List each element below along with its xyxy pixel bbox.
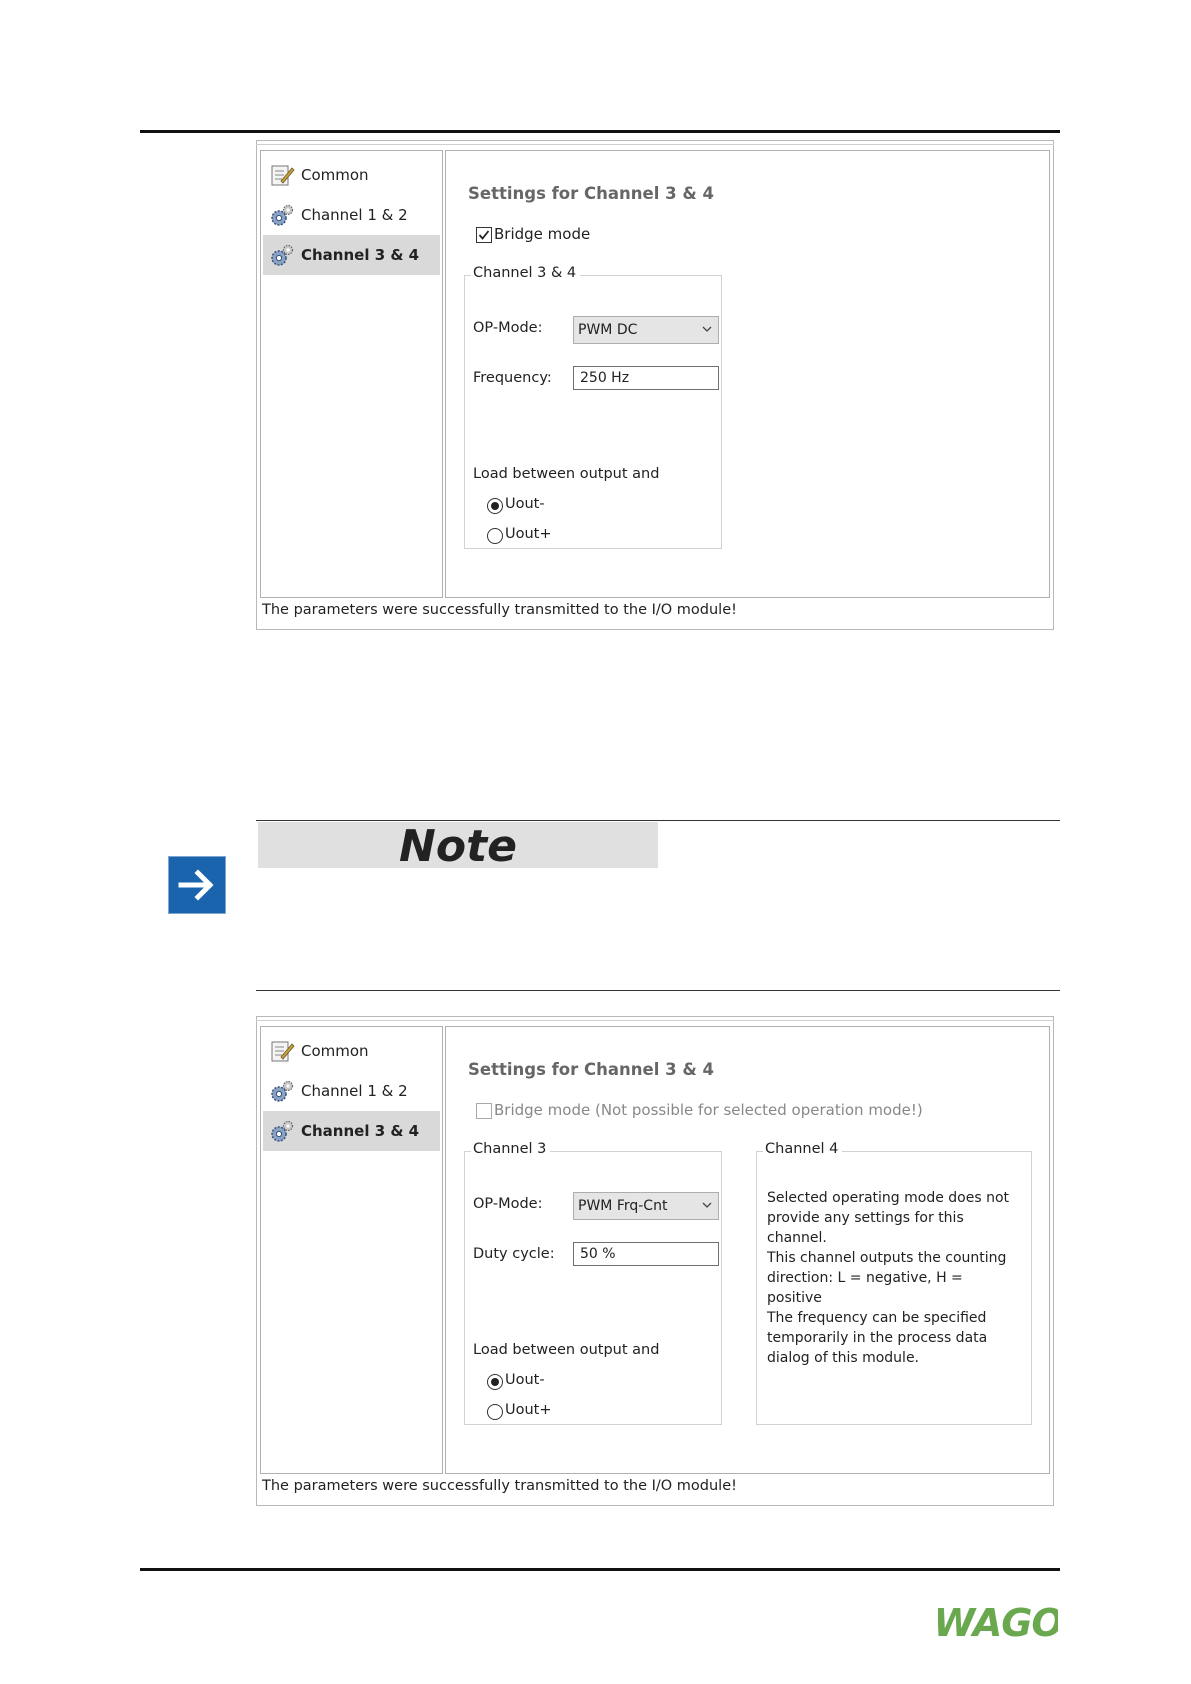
channel-4-info-1: Selected operating mode does not provide any settings for this channel. (767, 1190, 1010, 1246)
duty-cycle-value: 50 % (580, 1246, 616, 1262)
settings-panel (445, 150, 1050, 598)
dialog-top-line (256, 144, 1054, 145)
wago-logo (938, 1598, 1058, 1644)
channel-nav (260, 1026, 443, 1474)
status-message: The parameters were successfully transmitted to the I/O module! (262, 602, 737, 618)
uout-minus-label: Uout- (505, 496, 545, 512)
chevron-down-icon (702, 324, 712, 334)
nav-item-channel-1-2[interactable] (263, 195, 440, 235)
nav-item-label: Common (301, 166, 369, 184)
document-edit-icon (269, 1039, 295, 1063)
header-rule (140, 130, 1060, 133)
uout-minus-label: Uout- (505, 1372, 545, 1388)
bridge-mode-label: Bridge mode (494, 225, 591, 243)
nav-item-label: Common (301, 1042, 369, 1060)
group-legend: Channel 4 (763, 1141, 842, 1157)
document-edit-icon (269, 163, 295, 187)
note-top-rule (256, 820, 1060, 821)
bridge-mode-checkbox[interactable] (476, 227, 492, 243)
config-dialog-top (256, 140, 1054, 630)
channel-3-4-group (464, 265, 722, 549)
channel-3-group (464, 1141, 722, 1425)
bridge-mode-label: Bridge mode (Not possible for selected operation mode!) (494, 1101, 923, 1119)
nav-item-common[interactable] (263, 1031, 440, 1071)
frequency-label: Frequency: (473, 370, 552, 386)
settings-panel (445, 1026, 1050, 1474)
duty-cycle-input[interactable] (573, 1242, 719, 1266)
gears-icon (269, 243, 295, 267)
uout-plus-label: Uout+ (505, 1402, 552, 1418)
arrow-right-icon (168, 856, 226, 914)
bridge-mode-checkbox[interactable] (476, 1103, 492, 1119)
gears-icon (269, 1079, 295, 1103)
nav-item-label: Channel 1 & 2 (301, 206, 408, 224)
op-mode-label: OP-Mode: (473, 320, 543, 336)
chevron-down-icon (702, 1200, 712, 1210)
group-legend: Channel 3 & 4 (471, 265, 580, 281)
nav-item-label: Channel 3 & 4 (301, 246, 420, 264)
op-mode-value: PWM DC (578, 322, 638, 338)
nav-item-channel-3-4[interactable] (263, 1111, 440, 1151)
gears-icon (269, 1119, 295, 1143)
radio-dot (491, 1378, 499, 1386)
checkmark-icon (477, 228, 491, 242)
load-label: Load between output and (473, 1342, 660, 1358)
op-mode-value: PWM Frq-Cnt (578, 1198, 668, 1214)
uout-plus-radio[interactable] (487, 1404, 503, 1420)
op-mode-label: OP-Mode: (473, 1196, 543, 1212)
frequency-input[interactable] (573, 366, 719, 390)
channel-4-group (756, 1141, 1032, 1425)
load-label: Load between output and (473, 466, 660, 482)
uout-plus-radio[interactable] (487, 528, 503, 544)
status-message: The parameters were successfully transmitted to the I/O module! (262, 1478, 737, 1494)
channel-nav (260, 150, 443, 598)
frequency-value: 250 Hz (580, 370, 630, 386)
uout-minus-radio[interactable] (487, 498, 503, 514)
op-mode-select[interactable] (573, 316, 719, 344)
uout-minus-radio[interactable] (487, 1374, 503, 1390)
settings-title: Settings for Channel 3 & 4 (468, 184, 714, 203)
nav-item-channel-1-2[interactable] (263, 1071, 440, 1111)
note-header (258, 821, 658, 872)
channel-4-info-2: This channel outputs the counting direction: L = negative, H = positive (767, 1250, 1007, 1306)
channel-4-info-3: The frequency can be specified temporarily in the process data dialog of this module. (767, 1310, 988, 1366)
nav-item-label: Channel 1 & 2 (301, 1082, 408, 1100)
radio-dot (491, 502, 499, 510)
nav-item-common[interactable] (263, 155, 440, 195)
config-dialog-bottom (256, 1016, 1054, 1506)
svg-text:WAGO: WAGO (938, 1601, 1058, 1644)
nav-item-label: Channel 3 & 4 (301, 1122, 420, 1140)
gears-icon (269, 203, 295, 227)
settings-title: Settings for Channel 3 & 4 (468, 1060, 714, 1079)
op-mode-select[interactable] (573, 1192, 719, 1220)
dialog-top-line (256, 1020, 1054, 1021)
footer-rule (140, 1568, 1060, 1571)
duty-cycle-label: Duty cycle: (473, 1246, 555, 1262)
group-legend: Channel 3 (471, 1141, 550, 1157)
uout-plus-label: Uout+ (505, 526, 552, 542)
note-bottom-rule (256, 990, 1060, 991)
note-title: Note (399, 821, 517, 872)
nav-item-channel-3-4[interactable] (263, 235, 440, 275)
